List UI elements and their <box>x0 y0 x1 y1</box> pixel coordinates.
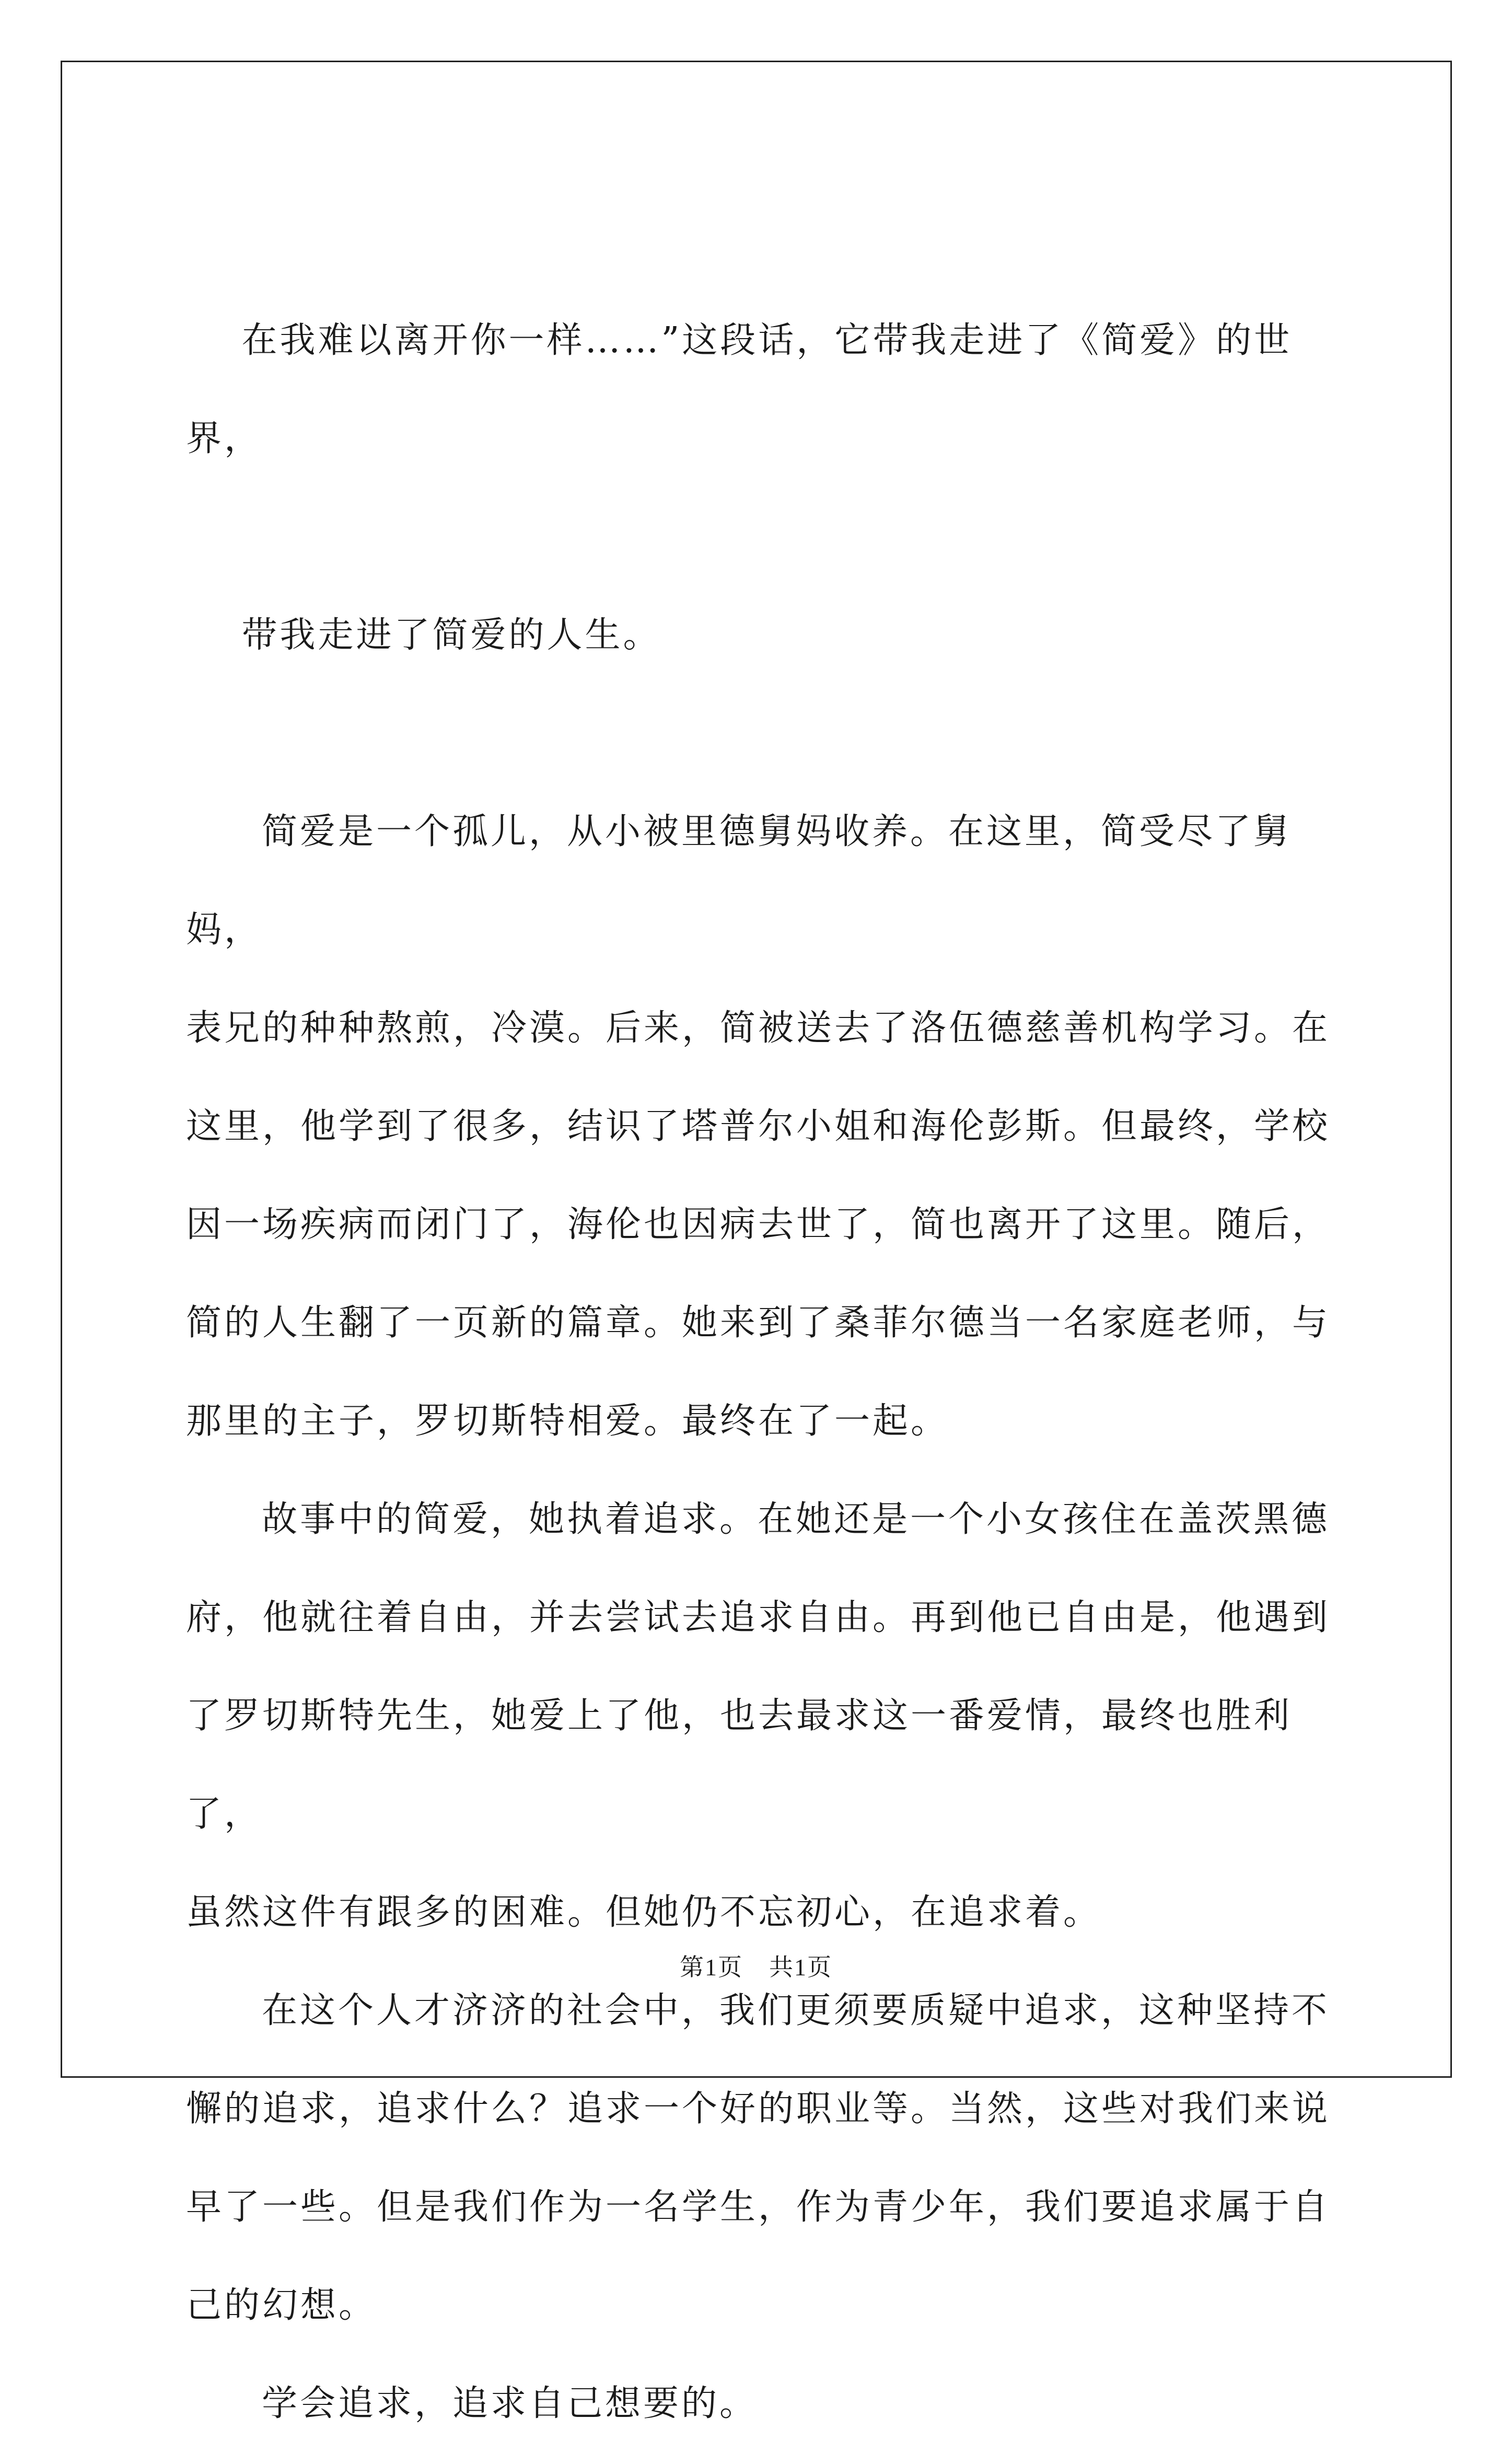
text-line: 府，他就往着自由，并去尝试去追求自由。再到他已自由是，他遇到 <box>186 1597 1331 1638</box>
text-line: 故事中的简爱，她执着追求。在她还是一个小女孩住在盖茨黑德 <box>262 1499 1330 1540</box>
text-line: 己的幻想。 <box>186 2285 377 2326</box>
text-line: 那里的主子，罗切斯特相爱。最终在了一起。 <box>186 1401 949 1442</box>
page-total: 共1页 <box>769 1954 832 1981</box>
text-line: 在这个人才济济的社会中，我们更须要质疑中追求，这种坚持不 <box>262 1990 1330 2031</box>
page-number: 第1页 <box>680 1954 743 1981</box>
text-line: 表兄的种种熬煎，冷漠。后来，简被送去了洛伍德慈善机构学习。在 <box>186 1008 1331 1049</box>
paragraph <box>186 1962 1335 2355</box>
text-line: 简的人生翻了一页新的篇章。她来到了桑菲尔德当一名家庭老师，与 <box>186 1302 1331 1344</box>
paragraph <box>186 783 1335 1471</box>
text-line: 简爱是一个孤儿，从小被里德舅妈收养。在这里，简受尽了舅妈， <box>186 811 1292 951</box>
paragraph <box>186 193 1335 783</box>
text-line: 懈的追求，追求什么？追求一个好的职业等。当然，这些对我们来说 <box>186 2088 1331 2130</box>
text-line: 早了一些。但是我们作为一名学生，作为青少年，我们要追求属于自 <box>186 2186 1331 2228</box>
document-body <box>186 193 1335 2453</box>
page-footer <box>0 1948 1512 1983</box>
text-line: 因一场疾病而闭门了，海伦也因病去世了，简也离开了这里。随后， <box>186 1204 1331 1245</box>
text-line: 带我走进了简爱的人生。 <box>241 615 661 656</box>
text-line: 了罗切斯特先生，她爱上了他，也去最求这一番爱情，最终也胜利了， <box>186 1695 1293 1835</box>
text-line: 在我难以离开你一样……”这段话，它带我走进了《简爱》的世界， <box>186 320 1293 459</box>
paragraph <box>186 1471 1335 1962</box>
text-line: 学会追求，追求自己想要的。 <box>262 2383 758 2424</box>
text-line: 这里，他学到了很多，结识了塔普尔小姐和海伦彭斯。但最终，学校 <box>186 1106 1331 1147</box>
paragraph <box>186 2355 1335 2453</box>
text-line: 虽然这件有跟多的困难。但她仍不忘初心，在追求着。 <box>186 1892 1102 1933</box>
